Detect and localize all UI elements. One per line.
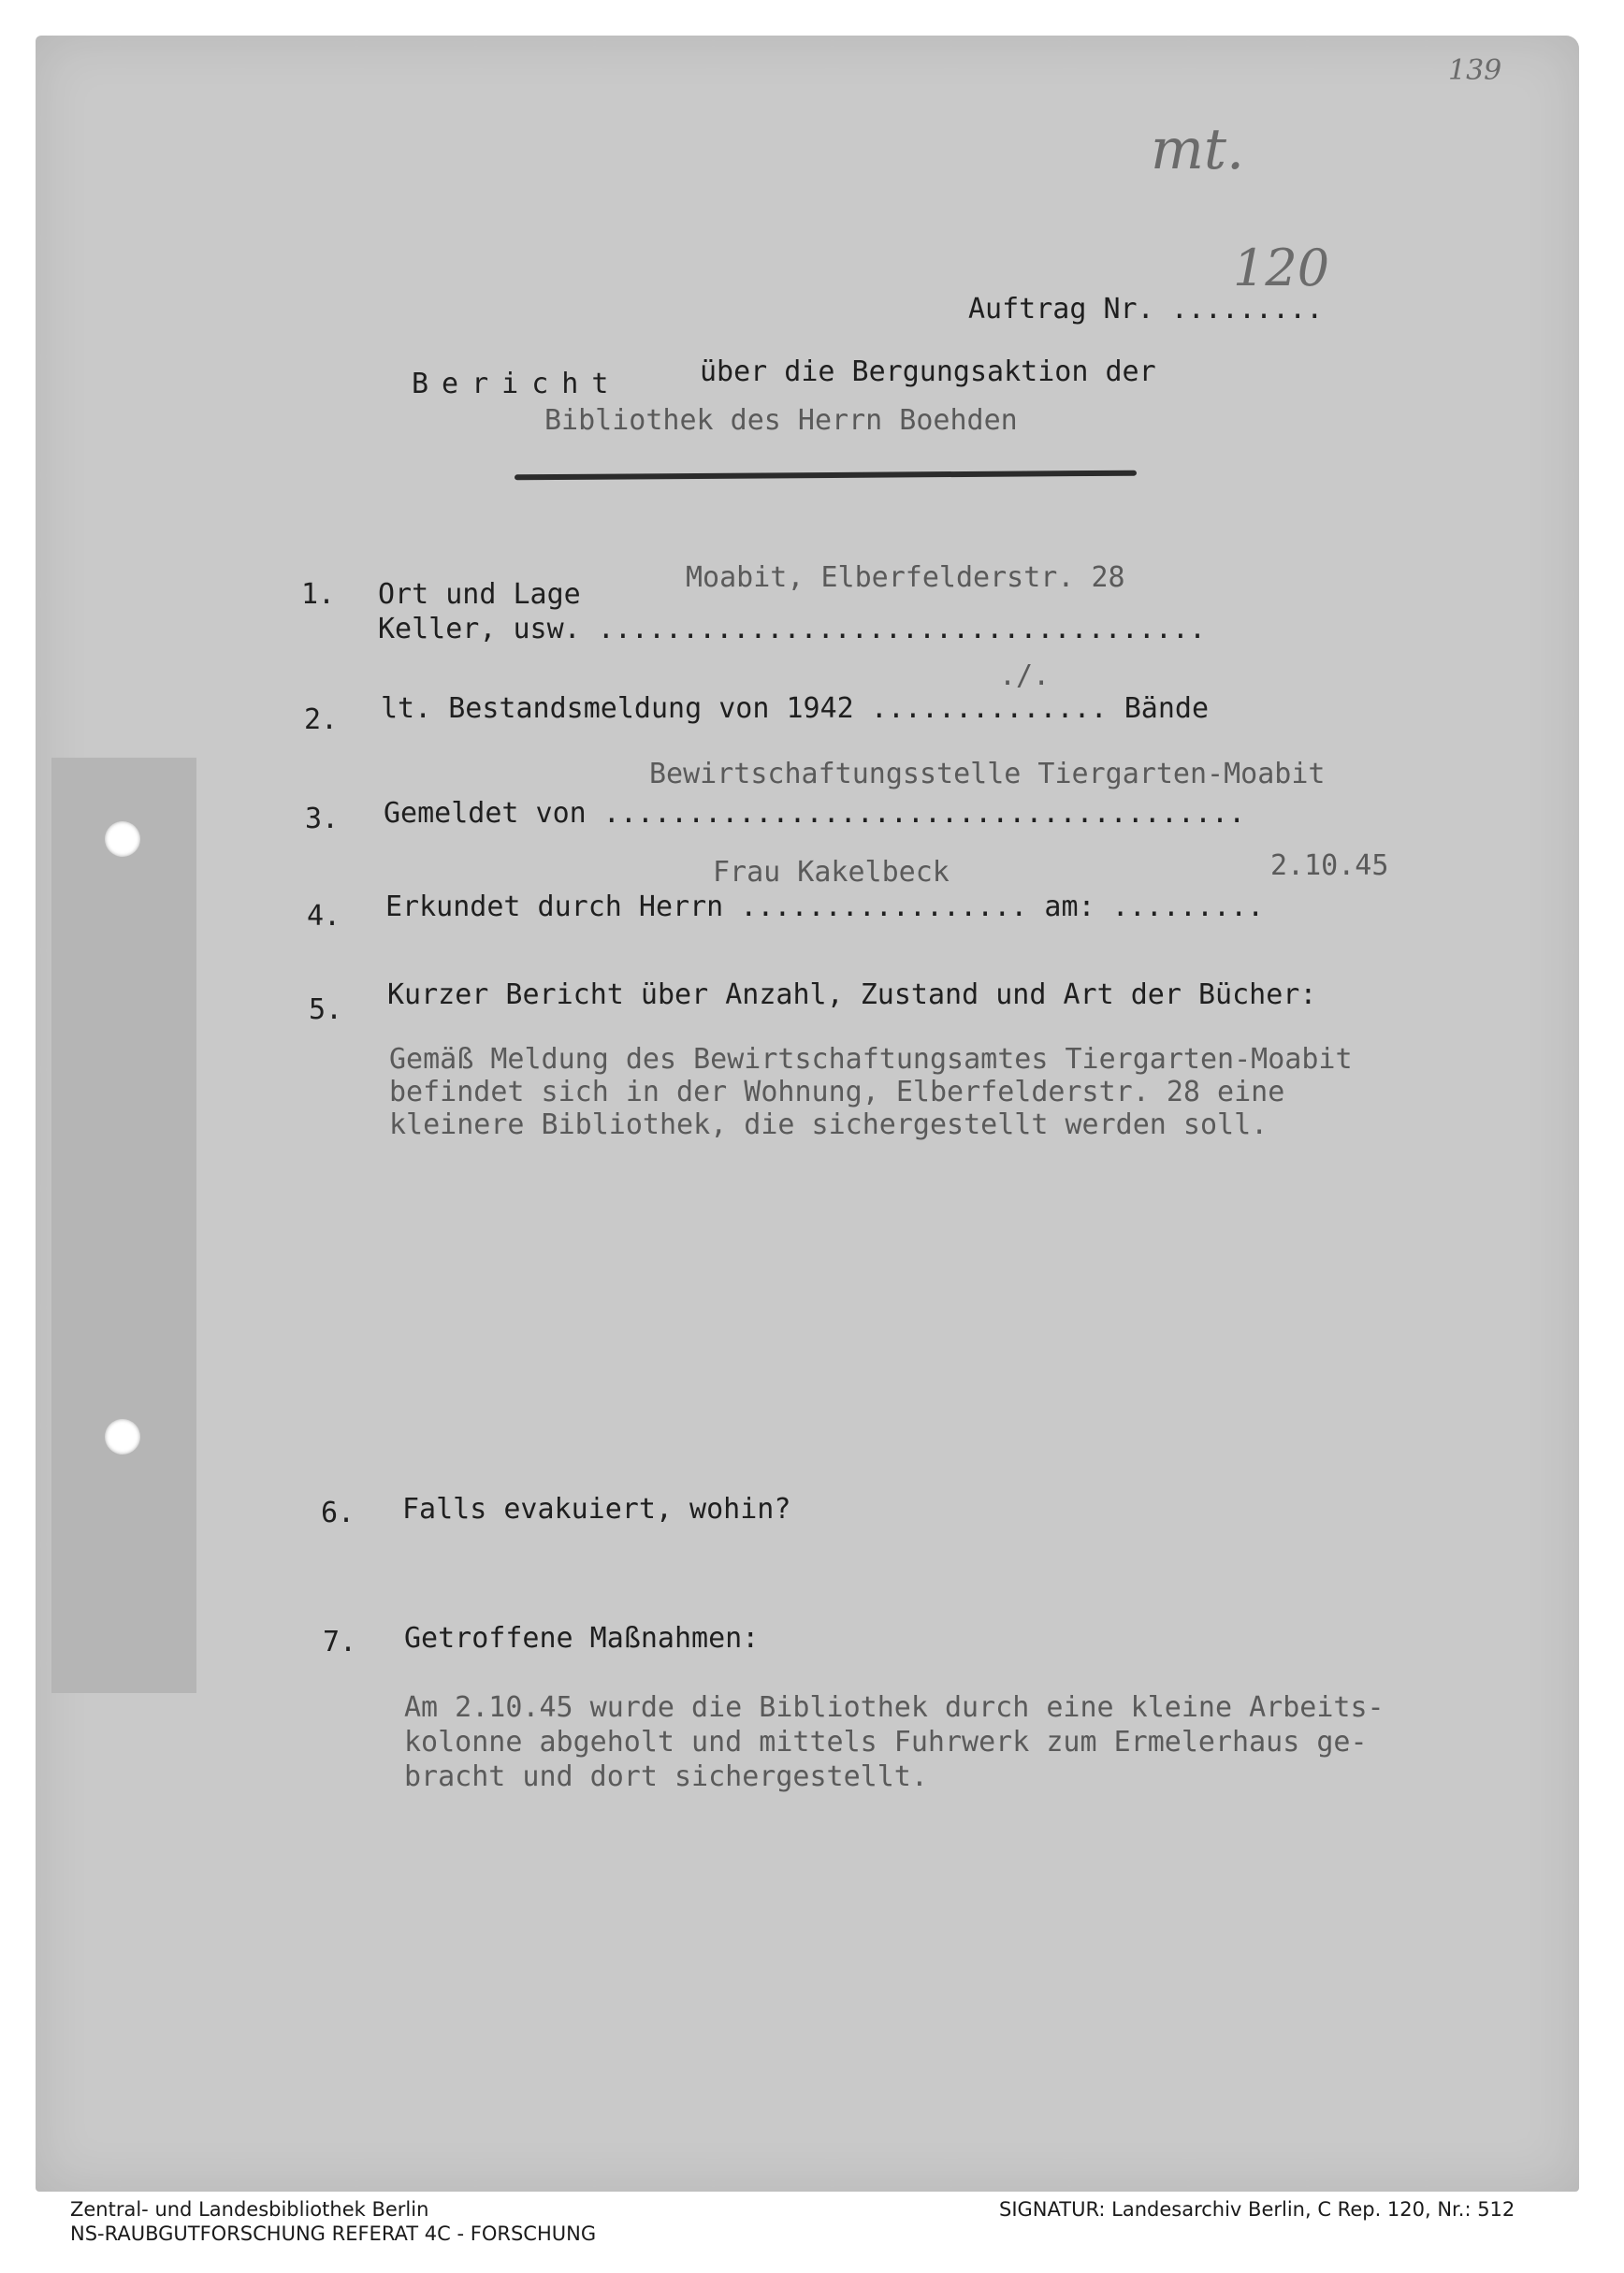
item-5-line: Gemäß Meldung des Bewirtschaftungsamtes Tiergarten-Moabit <box>389 1043 1353 1076</box>
item-7-number: 7. <box>323 1626 357 1658</box>
handwritten-mark: mt. <box>1151 117 1245 182</box>
item-5-line: kleinere Bibliothek, die sichergestellt werden soll. <box>389 1108 1269 1141</box>
item-1-label-line2: Keller, usw. .................................... <box>378 613 1207 645</box>
margin-shadow-strip <box>51 758 196 1693</box>
punch-hole-bottom <box>105 1419 140 1455</box>
order-number-handwritten: 120 <box>1233 239 1330 297</box>
item-1-label: Ort und Lage <box>378 578 581 611</box>
item-2-value: ./. <box>999 659 1051 692</box>
item-4-number: 4. <box>307 900 341 933</box>
item-4-label: Erkundet durch Herrn ................. am: ......... <box>385 890 1265 923</box>
item-5-line: befindet sich in der Wohnung, Elberfelderstr. 28 eine <box>389 1076 1285 1108</box>
item-4-value: Frau Kakelbeck <box>713 856 950 889</box>
footer-library: Zentral- und Landesbibliothek Berlin <box>70 2198 429 2221</box>
item-7-line: kolonne abgeholt und mittels Fuhrwerk zum Ermelerhaus ge- <box>404 1726 1368 1759</box>
item-5-label: Kurzer Bericht über Anzahl, Zustand und Art der Bücher: <box>387 978 1317 1011</box>
title-subtitle: Bibliothek des Herrn Boehden <box>544 404 1018 437</box>
footer-department: NS-RAUBGUTFORSCHUNG REFERAT 4C - FORSCHUNG <box>70 2222 597 2245</box>
item-2-number: 2. <box>304 703 339 736</box>
title-word-bericht: Bericht <box>412 368 622 400</box>
item-6-label: Falls evakuiert, wohin? <box>402 1493 791 1526</box>
item-2-text: lt. Bestandsmeldung von 1942 .............. Bände <box>381 692 1210 725</box>
item-7-line: bracht und dort sichergestellt. <box>404 1760 928 1793</box>
item-1-value: Moabit, Elberfelderstr. 28 <box>686 561 1125 594</box>
item-4-date: 2.10.45 <box>1270 849 1389 882</box>
item-7-line: Am 2.10.45 wurde die Bibliothek durch eine kleine Arbeits- <box>404 1691 1385 1724</box>
punch-hole-top <box>105 821 140 857</box>
item-1-number: 1. <box>301 578 336 611</box>
title-rest: über die Bergungsaktion der <box>700 355 1156 388</box>
footer-signature: SIGNATUR: Landesarchiv Berlin, C Rep. 120, Nr.: 512 <box>999 2198 1515 2221</box>
item-3-label: Gemeldet von ...................................... <box>384 797 1246 830</box>
item-5-number: 5. <box>309 993 343 1026</box>
item-3-number: 3. <box>305 803 340 835</box>
item-6-number: 6. <box>321 1497 355 1529</box>
item-7-label: Getroffene Maßnahmen: <box>404 1622 760 1655</box>
order-label: Auftrag Nr. ......... <box>968 293 1324 326</box>
page-number: 139 <box>1448 54 1502 87</box>
item-3-value: Bewirtschaftungsstelle Tiergarten-Moabit <box>649 758 1326 790</box>
